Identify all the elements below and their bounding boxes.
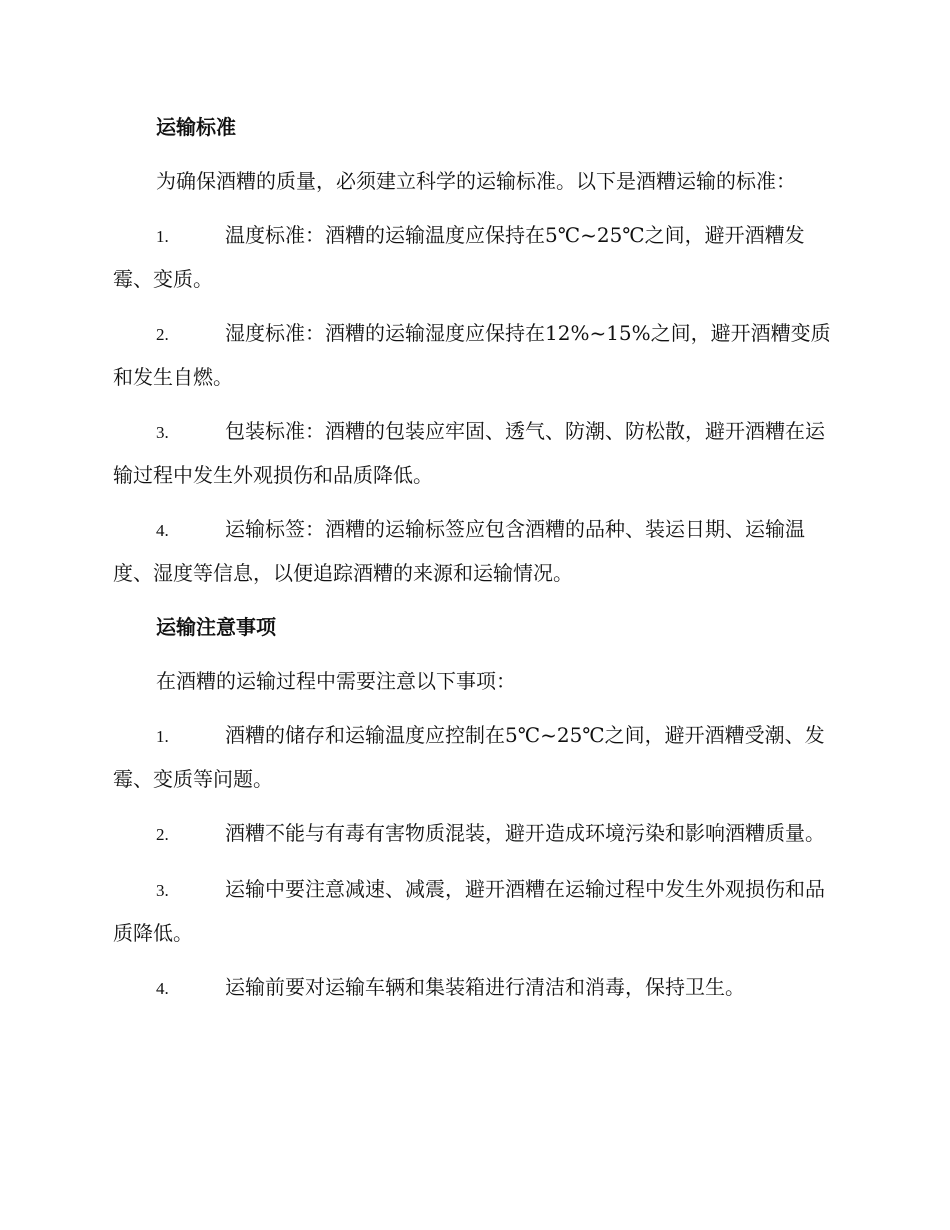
section-intro-transport-precautions: 在酒糟的运输过程中需要注意以下事项： <box>156 669 516 693</box>
list-item <box>113 508 843 594</box>
list-item-text: 酒糟不能与有毒有害物质混装，避开造成环境污染和影响酒糟质量。 <box>225 821 825 845</box>
list-item-number: 3. <box>156 423 169 442</box>
list-item-text: 运输中要注意减速、减震，避开酒糟在运输过程中发生外观损伤和品质降低。 <box>113 877 825 945</box>
list-item <box>113 714 843 800</box>
list-item-number: 2. <box>156 325 169 344</box>
list-item <box>113 868 843 954</box>
section-heading-transport-precautions: 运输注意事项 <box>156 615 276 639</box>
list-item <box>113 410 843 496</box>
list-item <box>113 214 843 300</box>
precautions-list <box>113 714 843 1010</box>
list-item-text: 湿度标准：酒糟的运输湿度应保持在12%~15%之间，避开酒糟变质和发生自燃。 <box>113 321 831 389</box>
list-item <box>113 966 843 1010</box>
list-item-number: 1. <box>156 227 169 246</box>
standards-list <box>113 214 843 594</box>
list-item-number: 4. <box>156 979 169 998</box>
list-item-number: 4. <box>156 521 169 540</box>
list-item-text: 温度标准：酒糟的运输温度应保持在5℃~25℃之间，避开酒糟发霉、变质。 <box>113 223 805 291</box>
document-body <box>113 106 843 1010</box>
list-item <box>113 812 843 856</box>
list-item-number: 3. <box>156 881 169 900</box>
list-item-text: 包装标准：酒糟的包装应牢固、透气、防潮、防松散，避开酒糟在运输过程中发生外观损伤和品质降低。 <box>113 419 825 487</box>
section-heading-transport-standards: 运输标准 <box>156 115 236 139</box>
list-item-number: 2. <box>156 825 169 844</box>
list-item-number: 1. <box>156 727 169 746</box>
section-intro-transport-standards: 为确保酒糟的质量，必须建立科学的运输标准。以下是酒糟运输的标准： <box>156 169 796 193</box>
list-item-text: 运输前要对运输车辆和集装箱进行清洁和消毒，保持卫生。 <box>225 975 745 999</box>
list-item-text: 运输标签：酒糟的运输标签应包含酒糟的品种、装运日期、运输温度、湿度等信息，以便追踪酒糟的来源和运输情况。 <box>113 517 805 585</box>
list-item-text: 酒糟的储存和运输温度应控制在5℃~25℃之间，避开酒糟受潮、发霉、变质等问题。 <box>113 723 825 791</box>
list-item <box>113 312 843 398</box>
